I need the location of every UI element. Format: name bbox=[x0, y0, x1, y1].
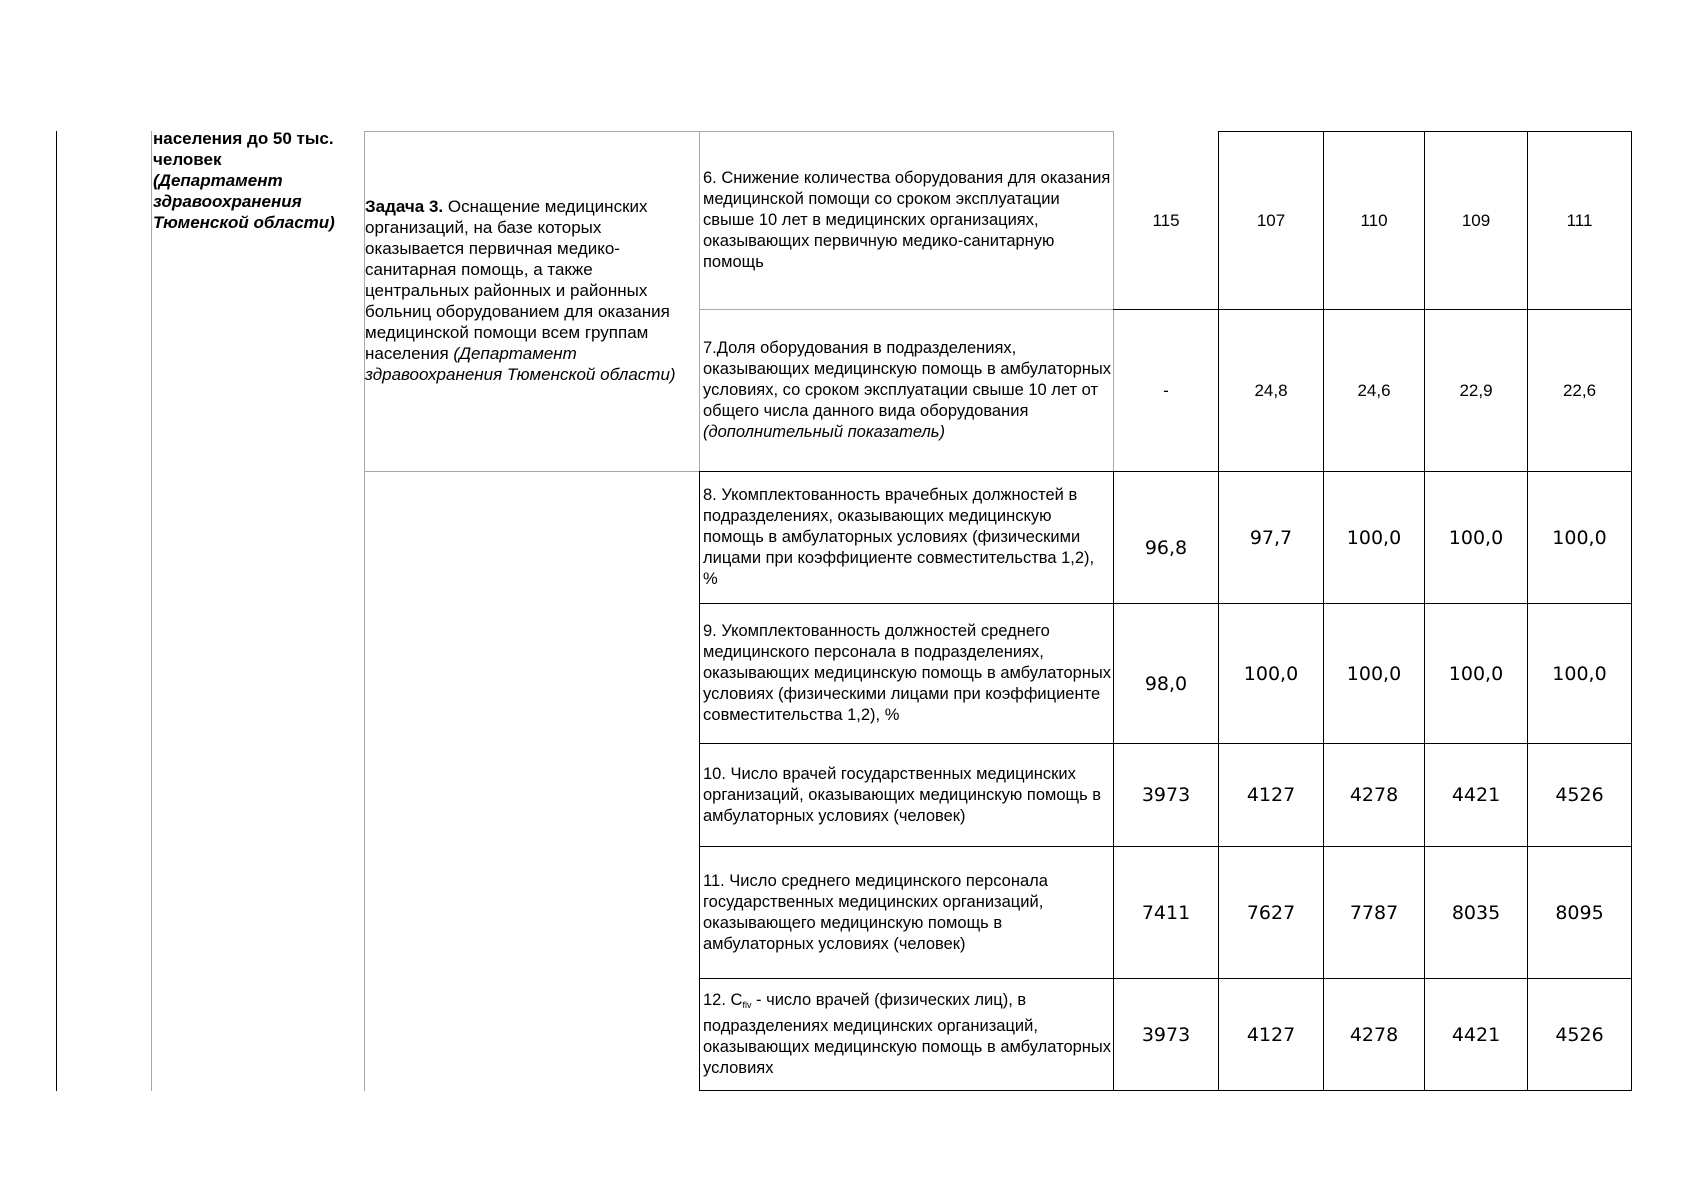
value-cell: 96,8 bbox=[1144, 536, 1188, 559]
value-cell: - bbox=[1163, 380, 1169, 400]
value-cell: 100,0 bbox=[1552, 662, 1607, 685]
department-responsible: (Департамент здравоохранения Тюменской области) bbox=[153, 171, 335, 232]
task-cell-bottom-border bbox=[364, 471, 700, 472]
indicator-note: (дополнительный показатель) bbox=[703, 423, 945, 441]
indicator-9 bbox=[701, 604, 1113, 743]
table-right-border bbox=[1631, 131, 1632, 1091]
left-border-line bbox=[56, 131, 57, 1091]
task-cell bbox=[365, 196, 699, 385]
indicator-6 bbox=[701, 132, 1113, 309]
value-cell: 4278 bbox=[1349, 784, 1399, 806]
indicator-text: 6. Снижение количества оборудования для оказания медицинской помощи со сроком эксплуатации свыше 10 лет в медицинских организациях, оказывающих первичную медико-санитарную помощь bbox=[703, 169, 1111, 271]
value-cell: 3973 bbox=[1141, 784, 1191, 806]
value-cell: 100,0 bbox=[1346, 526, 1402, 549]
indicator-12 bbox=[701, 979, 1113, 1090]
value-cell: 4127 bbox=[1246, 1023, 1296, 1046]
value-cell: 4421 bbox=[1451, 784, 1501, 806]
value-cell: 111 bbox=[1566, 210, 1593, 230]
left-column-cell bbox=[153, 128, 363, 233]
indicator-text: - число врачей (физических лиц), в подразделениях медицинских организаций, оказывающих медицинскую помощь в амбулаторных условиях bbox=[703, 991, 1112, 1077]
value-cell: 100,0 bbox=[1243, 662, 1299, 685]
task-label: Задача 3. bbox=[365, 197, 444, 216]
indicator-10 bbox=[701, 744, 1113, 846]
value-cell: 4526 bbox=[1555, 784, 1604, 806]
value-cell: 3973 bbox=[1141, 1023, 1191, 1046]
indicator-text: 8. Укомплектованность врачебных должностей в подразделениях, оказывающих медицинскую помощь в амбулаторных условиях (физическими лицами при коэффициенте совместительства 1,2), % bbox=[703, 486, 1095, 588]
value-cell: 4278 bbox=[1349, 1023, 1399, 1046]
task-cell-top-border bbox=[364, 131, 700, 132]
value-cell: 98,0 bbox=[1144, 672, 1188, 695]
value-cell: 100,0 bbox=[1448, 526, 1504, 549]
value-cell: 8095 bbox=[1555, 901, 1604, 924]
value-cell: 4127 bbox=[1246, 784, 1296, 806]
value-cell: 7627 bbox=[1246, 901, 1296, 924]
indicator-col-left-gray bbox=[699, 131, 700, 471]
column-divider-1 bbox=[151, 131, 152, 1091]
value-cell: 97,7 bbox=[1249, 526, 1293, 549]
value-cell: 110 bbox=[1360, 210, 1388, 230]
value-cell: 4421 bbox=[1451, 1023, 1501, 1046]
indicator-subscript: flv bbox=[742, 1000, 752, 1010]
value-cell: 109 bbox=[1461, 210, 1491, 230]
value-cell: 100,0 bbox=[1346, 662, 1402, 685]
value-cell: 7787 bbox=[1349, 901, 1399, 924]
indicator-text: 10. Число врачей государственных медицинских организаций, оказывающих медицинскую помощь в амбулаторных условиях (человек) bbox=[703, 764, 1102, 825]
value-cell: 115 bbox=[1152, 210, 1180, 230]
indicator-11 bbox=[701, 847, 1113, 978]
value-cell: 22,9 bbox=[1459, 380, 1493, 400]
indicator-prefix: 12. C bbox=[703, 991, 743, 1009]
indicator-text: 11. Число среднего медицинского персонала государственных медицинских организаций, оказывающего медицинскую помощь в амбулаторных условиях (человек) bbox=[703, 871, 1048, 953]
value-cell: 24,6 bbox=[1357, 380, 1391, 400]
table-bottom-border bbox=[699, 1090, 1632, 1091]
indicator-text: 7.Доля оборудования в подразделениях, оказывающих медицинскую помощь в амбулаторных условиях, со сроком эксплуатации свыше 10 лет от общего числа данного вида оборудования bbox=[703, 339, 1112, 420]
value-cell: 100,0 bbox=[1448, 662, 1504, 685]
value-cell: 100,0 bbox=[1552, 526, 1607, 549]
value-cell: 7411 bbox=[1141, 901, 1191, 924]
indicator-7 bbox=[701, 310, 1113, 471]
value-cell: 8035 bbox=[1451, 901, 1501, 924]
task-description: Оснащение медицинских организаций, на базе которых оказывается первичная медико-санитарная помощь, а также центральных районных и районных больниц оборудованием для оказания медицинской помощи всем группам населения bbox=[365, 197, 670, 363]
indicator-text: 9. Укомплектованность должностей среднего медицинского персонала в подразделениях, оказывающих медицинскую помощь в амбулаторных условиях (физическими лицами при коэффициенте совместительства 1,2), % bbox=[703, 622, 1112, 724]
value-cell: 107 bbox=[1256, 210, 1286, 230]
population-continuation: населения до 50 тыс. человек bbox=[153, 129, 334, 169]
value-cell: 22,6 bbox=[1562, 380, 1597, 400]
task-responsible: (Департамент здравоохранения Тюменской области) bbox=[365, 344, 676, 384]
indicator-col-left-black bbox=[699, 471, 700, 1091]
value-cell: 4526 bbox=[1555, 1023, 1604, 1046]
indicator-8 bbox=[701, 472, 1113, 603]
value-cell: 24,8 bbox=[1254, 380, 1288, 400]
